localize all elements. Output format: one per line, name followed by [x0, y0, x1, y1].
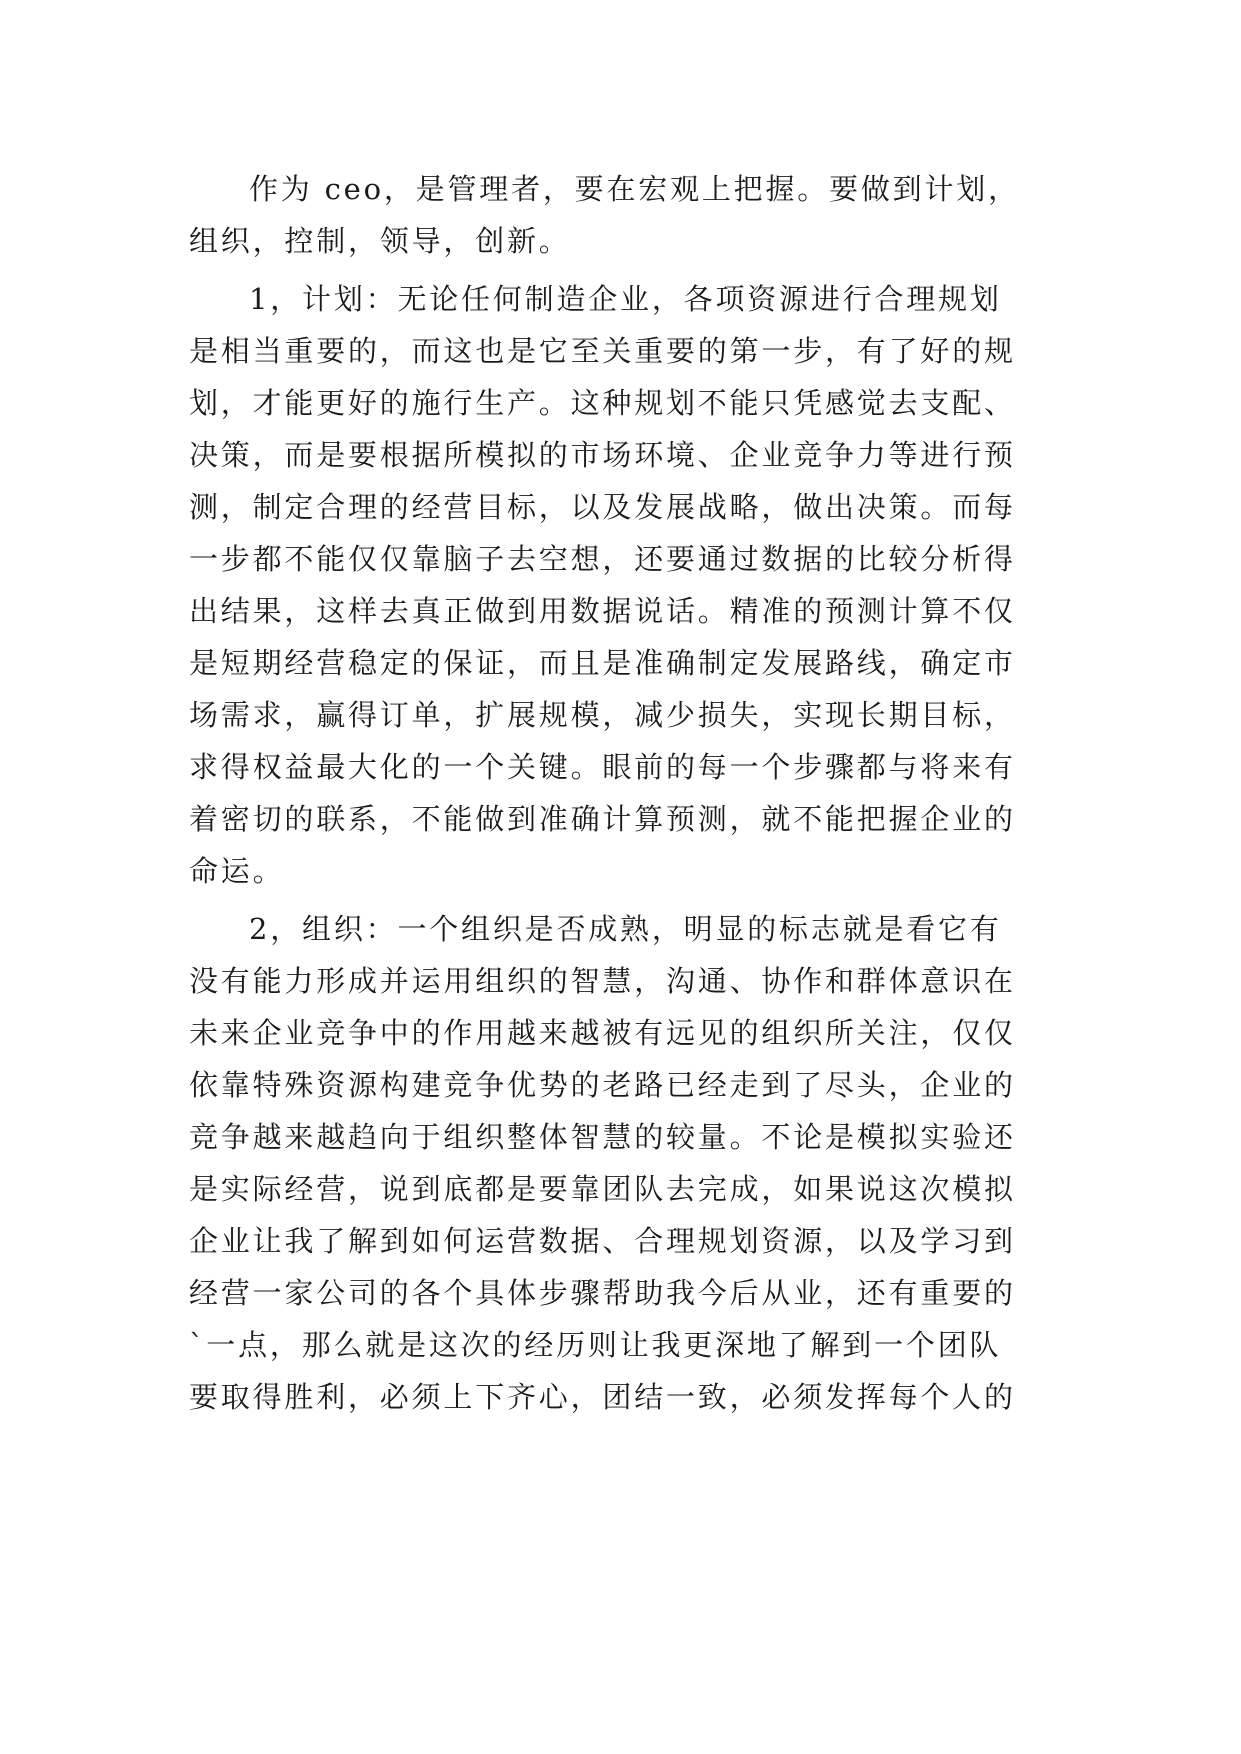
text-line: 是实际经营，说到底都是要靠团队去完成，如果说这次模拟 — [189, 1172, 1016, 1206]
text-line: 依靠特殊资源构建竞争优势的老路已经走到了尽头，企业的 — [189, 1068, 1016, 1102]
text-line: 着密切的联系，不能做到准确计算预测，就不能把握企业的 — [189, 802, 1016, 836]
text-line: 命运。 — [189, 854, 285, 888]
text-line: 竞争越来越趋向于组织整体智慧的较量。不论是模拟实验还 — [189, 1120, 1016, 1154]
text-line: 测，制定合理的经营目标，以及发展战略，做出决策。而每 — [189, 490, 1016, 524]
text-line: 是相当重要的，而这也是它至关重要的第一步，有了好的规 — [189, 334, 1016, 368]
text-line: 作为 ceo，是管理者，要在宏观上把握。要做到计划， — [249, 172, 1020, 206]
text-line: 组织，控制，领导，创新。 — [189, 224, 571, 258]
text-line: 场需求，赢得订单，扩展规模，减少损失，实现长期目标， — [189, 698, 1016, 732]
paragraph-organization — [189, 903, 1053, 1423]
text-line: 未来企业竞争中的作用越来越被有远见的组织所关注，仅仅 — [189, 1016, 1016, 1050]
text-line: 2，组织：一个组织是否成熟，明显的标志就是看它有 — [249, 912, 1002, 946]
paragraph-intro — [189, 163, 1053, 267]
text-line: 划，才能更好的施行生产。这种规划不能只凭感觉去支配、 — [189, 386, 1016, 420]
text-line: 没有能力形成并运用组织的智慧，沟通、协作和群体意识在 — [189, 964, 1016, 998]
text-line: 决策，而是要根据所模拟的市场环境、企业竞争力等进行预 — [189, 438, 1016, 472]
text-line: 要取得胜利，必须上下齐心，团结一致，必须发挥每个人的 — [189, 1380, 1016, 1414]
text-line: 企业让我了解到如何运营数据、合理规划资源，以及学习到 — [189, 1224, 1016, 1258]
text-line: 是短期经营稳定的保证，而且是准确制定发展路线，确定市 — [189, 646, 1016, 680]
document-body — [189, 163, 1053, 1423]
text-line: 经营一家公司的各个具体步骤帮助我今后从业，还有重要的 — [189, 1276, 1016, 1310]
text-line: 一步都不能仅仅靠脑子去空想，还要通过数据的比较分析得 — [189, 542, 1016, 576]
text-line: 求得权益最大化的一个关键。眼前的每一个步骤都与将来有 — [189, 750, 1016, 784]
paragraph-planning — [189, 273, 1053, 897]
text-line: 出结果，这样去真正做到用数据说话。精准的预测计算不仅 — [189, 594, 1016, 628]
text-line: `一点，那么就是这次的经历则让我更深地了解到一个团队 — [189, 1328, 1002, 1362]
text-line: 1，计划：无论任何制造企业，各项资源进行合理规划 — [249, 282, 1002, 316]
